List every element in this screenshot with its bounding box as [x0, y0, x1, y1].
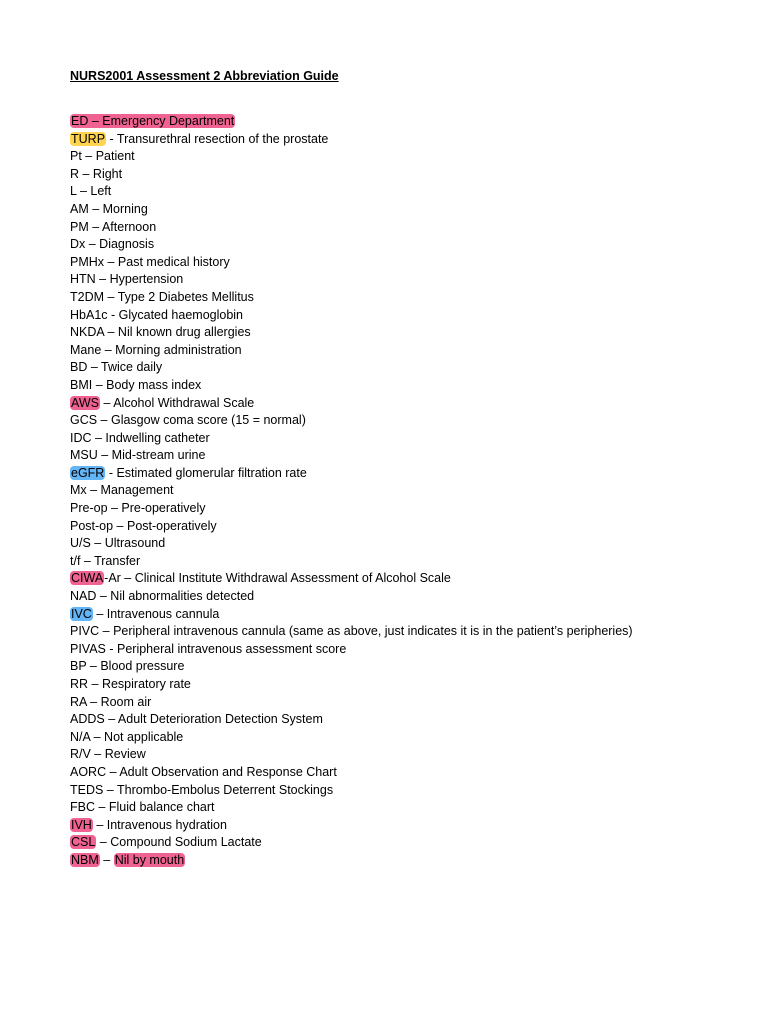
highlighted-text: IVH — [71, 817, 92, 832]
abbreviation-entry — [70, 412, 633, 430]
page-title: NURS2001 Assessment 2 Abbreviation Guide — [70, 69, 339, 83]
entry-text: GCS – Glasgow coma score (15 = normal) — [70, 413, 306, 428]
entry-text: RA – Room air — [70, 694, 152, 709]
abbreviation-entry — [70, 324, 633, 342]
entry-text: BMI – Body mass index — [70, 377, 202, 392]
entry-text: NKDA – Nil known drug allergies — [70, 325, 251, 340]
abbreviation-entry — [70, 799, 633, 817]
highlighted-text: Nil by mouth — [114, 852, 185, 867]
abbreviation-entry — [70, 764, 633, 782]
entry-text: Pt – Patient — [70, 149, 135, 164]
abbreviation-entry — [70, 465, 633, 483]
abbreviation-entry — [70, 570, 633, 588]
abbreviation-entry — [70, 588, 633, 606]
abbreviation-entry — [70, 518, 633, 536]
entry-text: RR – Respiratory rate — [70, 677, 191, 691]
entry-text: BP – Blood pressure — [70, 659, 185, 674]
entry-text: - Estimated glomerular filtration rate — [105, 465, 307, 480]
entry-text: NAD – Nil abnormalities detected — [70, 589, 255, 604]
entry-text: N/A – Not applicable — [70, 729, 184, 744]
abbreviation-entry — [70, 113, 633, 131]
abbreviation-entry — [70, 852, 633, 870]
entry-text: Pre-op – Pre-operatively — [70, 501, 206, 516]
entry-text: PIVC – Peripheral intravenous cannula (same as above, just indicates it is in the patient’s peripheries) — [70, 624, 633, 639]
entry-text: - Transurethral resection of the prostate — [106, 131, 329, 146]
entry-text: MSU – Mid-stream urine — [70, 448, 206, 463]
abbreviation-entry — [70, 359, 633, 377]
abbreviation-list — [70, 113, 633, 870]
abbreviation-entry — [70, 236, 633, 254]
abbreviation-entry — [70, 254, 633, 272]
entry-text: – Compound Sodium Lactate — [96, 835, 262, 850]
entry-text: t/f – Transfer — [70, 553, 141, 568]
entry-text: BD – Twice daily — [70, 360, 163, 375]
abbreviation-entry — [70, 148, 633, 166]
abbreviation-entry — [70, 817, 633, 835]
highlighted-text: IVC — [71, 606, 92, 621]
abbreviation-entry — [70, 166, 633, 184]
abbreviation-entry — [70, 676, 633, 694]
entry-text: – Intravenous hydration — [92, 817, 227, 832]
entry-text: Dx – Diagnosis — [70, 237, 155, 252]
entry-text: PM – Afternoon — [70, 219, 157, 234]
abbreviation-entry — [70, 289, 633, 307]
entry-text: PIVAS - Peripheral intravenous assessment score — [70, 641, 347, 656]
entry-text: HbA1c - Glycated haemoglobin — [70, 307, 244, 322]
highlighted-text: CIWA — [71, 571, 104, 586]
abbreviation-entry — [70, 641, 633, 659]
entry-text: L – Left — [70, 184, 112, 199]
abbreviation-entry — [70, 729, 633, 747]
abbreviation-entry — [70, 395, 633, 413]
abbreviation-entry — [70, 500, 633, 518]
highlighted-text: ED – Emergency Department — [71, 114, 235, 128]
abbreviation-entry — [70, 694, 633, 712]
highlighted-text: AWS — [71, 395, 100, 410]
entry-text: R – Right — [70, 166, 123, 181]
entry-text: AM – Morning — [70, 201, 148, 216]
entry-text: FBC – Fluid balance chart — [70, 800, 215, 815]
abbreviation-entry — [70, 535, 633, 553]
abbreviation-entry — [70, 834, 633, 852]
abbreviation-entry — [70, 201, 633, 219]
entry-text: TEDS – Thrombo-Embolus Deterrent Stockings — [70, 782, 334, 797]
entry-text: -Ar – Clinical Institute Withdrawal Assessment of Alcohol Scale — [104, 571, 451, 586]
entry-text: R/V – Review — [70, 747, 146, 762]
entry-text: Post-op – Post-operatively — [70, 518, 217, 533]
entry-text: AORC – Adult Observation and Response Chart — [70, 764, 337, 779]
highlighted-text: CSL — [71, 835, 96, 850]
entry-text: Mane – Morning administration — [70, 342, 242, 357]
abbreviation-entry — [70, 711, 633, 729]
highlighted-text: NBM — [71, 852, 99, 867]
entry-text: – — [99, 852, 114, 867]
abbreviation-entry — [70, 430, 633, 448]
entry-text: Mx – Management — [70, 483, 174, 498]
entry-text: – Intravenous cannula — [92, 606, 220, 621]
abbreviation-entry — [70, 658, 633, 676]
abbreviation-entry — [70, 131, 633, 149]
entry-text: – Alcohol Withdrawal Scale — [100, 395, 255, 410]
abbreviation-entry — [70, 307, 633, 325]
abbreviation-entry — [70, 553, 633, 571]
abbreviation-entry — [70, 606, 633, 624]
highlighted-text: TURP — [71, 131, 106, 146]
entry-text: T2DM – Type 2 Diabetes Mellitus — [70, 289, 254, 304]
abbreviation-entry — [70, 271, 633, 289]
abbreviation-entry — [70, 482, 633, 500]
abbreviation-entry — [70, 342, 633, 360]
abbreviation-entry — [70, 623, 633, 641]
abbreviation-entry — [70, 377, 633, 395]
entry-text: U/S – Ultrasound — [70, 536, 166, 551]
abbreviation-entry — [70, 183, 633, 201]
abbreviation-entry — [70, 219, 633, 237]
abbreviation-entry — [70, 782, 633, 800]
entry-text: PMHx – Past medical history — [70, 254, 230, 269]
abbreviation-entry — [70, 447, 633, 465]
entry-text: HTN – Hypertension — [70, 272, 184, 287]
highlighted-text: eGFR — [71, 465, 105, 480]
abbreviation-entry — [70, 746, 633, 764]
entry-text: IDC – Indwelling catheter — [70, 430, 210, 445]
entry-text: ADDS – Adult Deterioration Detection System — [70, 712, 323, 727]
